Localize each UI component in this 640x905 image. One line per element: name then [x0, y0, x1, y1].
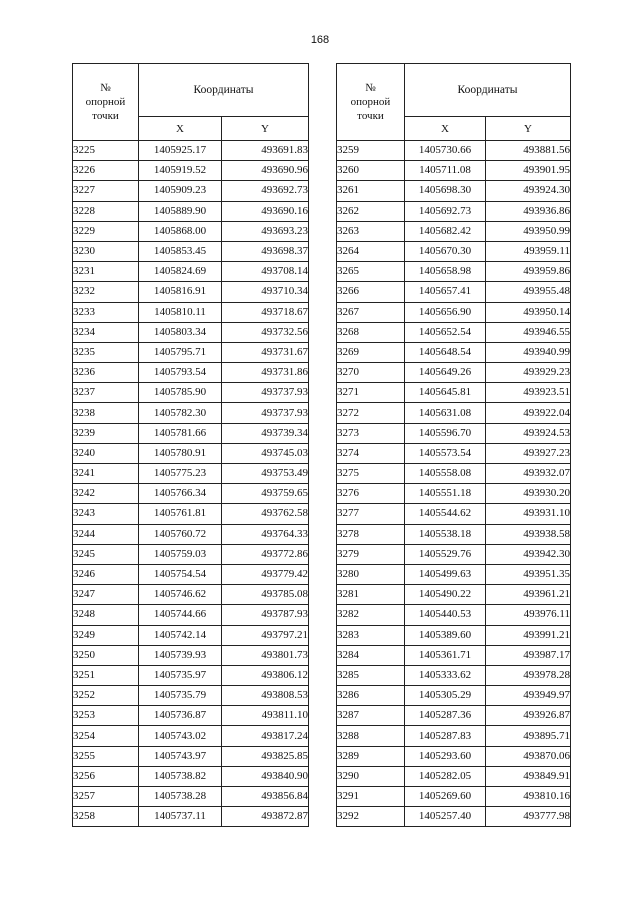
y-coordinate-cell: 493949.97 — [486, 686, 571, 706]
x-coordinate-cell: 1405361.71 — [405, 645, 486, 665]
point-number-cell: 3246 — [73, 564, 139, 584]
table-row — [337, 484, 571, 504]
table-body-left — [73, 141, 309, 827]
table-row — [73, 605, 309, 625]
point-number-cell: 3276 — [337, 484, 405, 504]
x-coordinate-cell: 1405735.79 — [139, 686, 222, 706]
x-coordinate-cell: 1405551.18 — [405, 484, 486, 504]
x-coordinate-cell: 1405596.70 — [405, 423, 486, 443]
table-row — [73, 787, 309, 807]
y-coordinate-cell: 493959.11 — [486, 241, 571, 261]
y-coordinate-cell: 493811.10 — [222, 706, 309, 726]
table-row — [337, 564, 571, 584]
point-number-cell: 3249 — [73, 625, 139, 645]
x-coordinate-cell: 1405282.05 — [405, 766, 486, 786]
x-coordinate-cell: 1405692.73 — [405, 201, 486, 221]
x-coordinate-cell: 1405645.81 — [405, 383, 486, 403]
x-coordinate-cell: 1405698.30 — [405, 181, 486, 201]
point-number-cell: 3230 — [73, 241, 139, 261]
x-coordinate-cell: 1405711.08 — [405, 161, 486, 181]
point-number-cell: 3239 — [73, 423, 139, 443]
y-coordinate-cell: 493759.65 — [222, 484, 309, 504]
x-coordinate-cell: 1405743.02 — [139, 726, 222, 746]
x-coordinate-cell: 1405824.69 — [139, 262, 222, 282]
table-row — [337, 787, 571, 807]
table-row — [73, 625, 309, 645]
table-row — [337, 766, 571, 786]
point-number-cell: 3277 — [337, 504, 405, 524]
table-row — [337, 726, 571, 746]
point-number-cell: 3228 — [73, 201, 139, 221]
x-coordinate-cell: 1405739.93 — [139, 645, 222, 665]
point-number-cell: 3240 — [73, 443, 139, 463]
table-row — [337, 322, 571, 342]
y-coordinate-cell: 493737.93 — [222, 383, 309, 403]
x-coordinate-cell: 1405775.23 — [139, 464, 222, 484]
y-coordinate-cell: 493938.58 — [486, 524, 571, 544]
x-coordinate-cell: 1405573.54 — [405, 443, 486, 463]
y-coordinate-cell: 493745.03 — [222, 443, 309, 463]
point-number-cell: 3292 — [337, 807, 405, 827]
header-point-number — [337, 64, 405, 141]
x-coordinate-cell: 1405652.54 — [405, 322, 486, 342]
y-coordinate-cell: 493710.34 — [222, 282, 309, 302]
point-number-cell: 3287 — [337, 706, 405, 726]
header-point-number-line: № опорной точки — [350, 82, 391, 122]
header-coordinates: Координаты — [405, 64, 571, 117]
x-coordinate-cell: 1405738.28 — [139, 787, 222, 807]
table-row — [73, 766, 309, 786]
x-coordinate-cell: 1405766.34 — [139, 484, 222, 504]
point-number-cell: 3291 — [337, 787, 405, 807]
point-number-cell: 3267 — [337, 302, 405, 322]
x-coordinate-cell: 1405853.45 — [139, 241, 222, 261]
x-coordinate-cell: 1405656.90 — [405, 302, 486, 322]
table-row — [73, 221, 309, 241]
table-row — [337, 201, 571, 221]
table-row — [337, 262, 571, 282]
x-coordinate-cell: 1405746.62 — [139, 585, 222, 605]
coordinates-table-left — [72, 63, 309, 827]
point-number-cell: 3254 — [73, 726, 139, 746]
x-coordinate-cell: 1405737.11 — [139, 807, 222, 827]
table-row — [73, 161, 309, 181]
y-coordinate-cell: 493762.58 — [222, 504, 309, 524]
coordinates-table-right — [336, 63, 571, 827]
point-number-cell: 3290 — [337, 766, 405, 786]
y-coordinate-cell: 493698.37 — [222, 241, 309, 261]
y-coordinate-cell: 493810.16 — [486, 787, 571, 807]
table-row — [73, 141, 309, 161]
y-coordinate-cell: 493923.51 — [486, 383, 571, 403]
table-row — [337, 342, 571, 362]
y-coordinate-cell: 493955.48 — [486, 282, 571, 302]
table-row — [337, 302, 571, 322]
table-row — [337, 423, 571, 443]
point-number-cell: 3264 — [337, 241, 405, 261]
x-coordinate-cell: 1405333.62 — [405, 665, 486, 685]
y-coordinate-cell: 493797.21 — [222, 625, 309, 645]
table-row — [337, 141, 571, 161]
point-number-cell: 3262 — [337, 201, 405, 221]
table-row — [73, 504, 309, 524]
point-number-cell: 3263 — [337, 221, 405, 241]
y-coordinate-cell: 493737.93 — [222, 403, 309, 423]
y-coordinate-cell: 493978.28 — [486, 665, 571, 685]
table-row — [73, 726, 309, 746]
header-point-number-line: № опорной точки — [85, 82, 126, 122]
x-coordinate-cell: 1405889.90 — [139, 201, 222, 221]
x-coordinate-cell: 1405735.97 — [139, 665, 222, 685]
x-coordinate-cell: 1405782.30 — [139, 403, 222, 423]
table-row — [73, 383, 309, 403]
table-row — [337, 282, 571, 302]
table-row — [337, 383, 571, 403]
y-coordinate-cell: 493872.87 — [222, 807, 309, 827]
x-coordinate-cell: 1405389.60 — [405, 625, 486, 645]
y-coordinate-cell: 493946.55 — [486, 322, 571, 342]
x-coordinate-cell: 1405657.41 — [405, 282, 486, 302]
x-coordinate-cell: 1405803.34 — [139, 322, 222, 342]
y-coordinate-cell: 493691.83 — [222, 141, 309, 161]
table-row — [73, 282, 309, 302]
table-row — [337, 665, 571, 685]
table-row — [73, 423, 309, 443]
y-coordinate-cell: 493922.04 — [486, 403, 571, 423]
table-row — [73, 524, 309, 544]
table-row — [337, 161, 571, 181]
page-number: 168 — [310, 34, 330, 46]
x-coordinate-cell: 1405529.76 — [405, 544, 486, 564]
point-number-cell: 3285 — [337, 665, 405, 685]
point-number-cell: 3280 — [337, 564, 405, 584]
y-coordinate-cell: 493926.87 — [486, 706, 571, 726]
table-row — [337, 464, 571, 484]
point-number-cell: 3266 — [337, 282, 405, 302]
y-coordinate-cell: 493849.91 — [486, 766, 571, 786]
x-coordinate-cell: 1405730.66 — [405, 141, 486, 161]
x-coordinate-cell: 1405305.29 — [405, 686, 486, 706]
y-coordinate-cell: 493931.10 — [486, 504, 571, 524]
x-coordinate-cell: 1405558.08 — [405, 464, 486, 484]
y-coordinate-cell: 493753.49 — [222, 464, 309, 484]
table-row — [73, 706, 309, 726]
table-row — [73, 443, 309, 463]
y-coordinate-cell: 493950.99 — [486, 221, 571, 241]
y-coordinate-cell: 493987.17 — [486, 645, 571, 665]
x-coordinate-cell: 1405670.30 — [405, 241, 486, 261]
table-row — [73, 262, 309, 282]
y-coordinate-cell: 493731.86 — [222, 363, 309, 383]
y-coordinate-cell: 493961.21 — [486, 585, 571, 605]
x-coordinate-cell: 1405909.23 — [139, 181, 222, 201]
table-row — [337, 645, 571, 665]
table-body-right — [337, 141, 571, 827]
point-number-cell: 3255 — [73, 746, 139, 766]
x-coordinate-cell: 1405287.83 — [405, 726, 486, 746]
point-number-cell: 3231 — [73, 262, 139, 282]
x-coordinate-cell: 1405785.90 — [139, 383, 222, 403]
y-coordinate-cell: 493718.67 — [222, 302, 309, 322]
x-coordinate-cell: 1405919.52 — [139, 161, 222, 181]
y-coordinate-cell: 493924.30 — [486, 181, 571, 201]
header-y: Y — [222, 117, 309, 141]
y-coordinate-cell: 493881.56 — [486, 141, 571, 161]
point-number-cell: 3253 — [73, 706, 139, 726]
y-coordinate-cell: 493932.07 — [486, 464, 571, 484]
y-coordinate-cell: 493779.42 — [222, 564, 309, 584]
y-coordinate-cell: 493739.34 — [222, 423, 309, 443]
x-coordinate-cell: 1405649.26 — [405, 363, 486, 383]
point-number-cell: 3275 — [337, 464, 405, 484]
table-row — [73, 322, 309, 342]
x-coordinate-cell: 1405793.54 — [139, 363, 222, 383]
point-number-cell: 3279 — [337, 544, 405, 564]
table-row — [337, 605, 571, 625]
x-coordinate-cell: 1405658.98 — [405, 262, 486, 282]
point-number-cell: 3284 — [337, 645, 405, 665]
x-coordinate-cell: 1405810.11 — [139, 302, 222, 322]
point-number-cell: 3271 — [337, 383, 405, 403]
point-number-cell: 3289 — [337, 746, 405, 766]
y-coordinate-cell: 493690.16 — [222, 201, 309, 221]
point-number-cell: 3234 — [73, 322, 139, 342]
y-coordinate-cell: 493787.93 — [222, 605, 309, 625]
table-row — [73, 686, 309, 706]
table-row — [73, 201, 309, 221]
table-row — [337, 181, 571, 201]
header-x: X — [405, 117, 486, 141]
y-coordinate-cell: 493930.20 — [486, 484, 571, 504]
point-number-cell: 3250 — [73, 645, 139, 665]
point-number-cell: 3248 — [73, 605, 139, 625]
y-coordinate-cell: 493801.73 — [222, 645, 309, 665]
table-row — [73, 645, 309, 665]
y-coordinate-cell: 493690.96 — [222, 161, 309, 181]
point-number-cell: 3265 — [337, 262, 405, 282]
point-number-cell: 3238 — [73, 403, 139, 423]
table-row — [73, 585, 309, 605]
point-number-cell: 3283 — [337, 625, 405, 645]
point-number-cell: 3252 — [73, 686, 139, 706]
table-row — [337, 585, 571, 605]
point-number-cell: 3235 — [73, 342, 139, 362]
point-number-cell: 3261 — [337, 181, 405, 201]
y-coordinate-cell: 493991.21 — [486, 625, 571, 645]
table-row — [337, 807, 571, 827]
x-coordinate-cell: 1405499.63 — [405, 564, 486, 584]
point-number-cell: 3225 — [73, 141, 139, 161]
y-coordinate-cell: 493950.14 — [486, 302, 571, 322]
point-number-cell: 3232 — [73, 282, 139, 302]
y-coordinate-cell: 493924.53 — [486, 423, 571, 443]
header-point-number — [73, 64, 139, 141]
x-coordinate-cell: 1405544.62 — [405, 504, 486, 524]
point-number-cell: 3237 — [73, 383, 139, 403]
x-coordinate-cell: 1405761.81 — [139, 504, 222, 524]
y-coordinate-cell: 493936.86 — [486, 201, 571, 221]
table-row — [73, 241, 309, 261]
table-row — [337, 443, 571, 463]
y-coordinate-cell: 493976.11 — [486, 605, 571, 625]
x-coordinate-cell: 1405744.66 — [139, 605, 222, 625]
point-number-cell: 3288 — [337, 726, 405, 746]
table-row — [337, 524, 571, 544]
y-coordinate-cell: 493901.95 — [486, 161, 571, 181]
table-row — [73, 807, 309, 827]
table-row — [337, 241, 571, 261]
x-coordinate-cell: 1405759.03 — [139, 544, 222, 564]
y-coordinate-cell: 493817.24 — [222, 726, 309, 746]
table-row — [337, 686, 571, 706]
table-row — [73, 302, 309, 322]
y-coordinate-cell: 493895.71 — [486, 726, 571, 746]
x-coordinate-cell: 1405490.22 — [405, 585, 486, 605]
y-coordinate-cell: 493840.90 — [222, 766, 309, 786]
point-number-cell: 3282 — [337, 605, 405, 625]
y-coordinate-cell: 493940.99 — [486, 342, 571, 362]
table-row — [73, 342, 309, 362]
point-number-cell: 3272 — [337, 403, 405, 423]
y-coordinate-cell: 493693.23 — [222, 221, 309, 241]
y-coordinate-cell: 493959.86 — [486, 262, 571, 282]
table-row — [73, 544, 309, 564]
point-number-cell: 3251 — [73, 665, 139, 685]
y-coordinate-cell: 493929.23 — [486, 363, 571, 383]
x-coordinate-cell: 1405738.82 — [139, 766, 222, 786]
x-coordinate-cell: 1405868.00 — [139, 221, 222, 241]
table-row — [337, 221, 571, 241]
y-coordinate-cell: 493870.06 — [486, 746, 571, 766]
header-coordinates: Координаты — [139, 64, 309, 117]
point-number-cell: 3259 — [337, 141, 405, 161]
x-coordinate-cell: 1405780.91 — [139, 443, 222, 463]
table-row — [337, 746, 571, 766]
point-number-cell: 3236 — [73, 363, 139, 383]
point-number-cell: 3286 — [337, 686, 405, 706]
y-coordinate-cell: 493856.84 — [222, 787, 309, 807]
point-number-cell: 3233 — [73, 302, 139, 322]
y-coordinate-cell: 493708.14 — [222, 262, 309, 282]
table-row — [337, 363, 571, 383]
table-row — [73, 464, 309, 484]
x-coordinate-cell: 1405795.71 — [139, 342, 222, 362]
y-coordinate-cell: 493808.53 — [222, 686, 309, 706]
x-coordinate-cell: 1405816.91 — [139, 282, 222, 302]
y-coordinate-cell: 493927.23 — [486, 443, 571, 463]
x-coordinate-cell: 1405754.54 — [139, 564, 222, 584]
x-coordinate-cell: 1405925.17 — [139, 141, 222, 161]
point-number-cell: 3256 — [73, 766, 139, 786]
point-number-cell: 3278 — [337, 524, 405, 544]
x-coordinate-cell: 1405648.54 — [405, 342, 486, 362]
x-coordinate-cell: 1405760.72 — [139, 524, 222, 544]
x-coordinate-cell: 1405257.40 — [405, 807, 486, 827]
point-number-cell: 3243 — [73, 504, 139, 524]
y-coordinate-cell: 493732.56 — [222, 322, 309, 342]
point-number-cell: 3229 — [73, 221, 139, 241]
x-coordinate-cell: 1405736.87 — [139, 706, 222, 726]
point-number-cell: 3245 — [73, 544, 139, 564]
point-number-cell: 3226 — [73, 161, 139, 181]
x-coordinate-cell: 1405631.08 — [405, 403, 486, 423]
y-coordinate-cell: 493777.98 — [486, 807, 571, 827]
point-number-cell: 3241 — [73, 464, 139, 484]
table-row — [73, 746, 309, 766]
table-row — [337, 625, 571, 645]
point-number-cell: 3244 — [73, 524, 139, 544]
x-coordinate-cell: 1405743.97 — [139, 746, 222, 766]
x-coordinate-cell: 1405287.36 — [405, 706, 486, 726]
point-number-cell: 3227 — [73, 181, 139, 201]
y-coordinate-cell: 493772.86 — [222, 544, 309, 564]
x-coordinate-cell: 1405781.66 — [139, 423, 222, 443]
point-number-cell: 3247 — [73, 585, 139, 605]
point-number-cell: 3273 — [337, 423, 405, 443]
header-y: Y — [486, 117, 571, 141]
x-coordinate-cell: 1405742.14 — [139, 625, 222, 645]
table-row — [73, 564, 309, 584]
y-coordinate-cell: 493825.85 — [222, 746, 309, 766]
y-coordinate-cell: 493764.33 — [222, 524, 309, 544]
point-number-cell: 3258 — [73, 807, 139, 827]
table-row — [73, 665, 309, 685]
table-row — [73, 181, 309, 201]
y-coordinate-cell: 493942.30 — [486, 544, 571, 564]
point-number-cell: 3269 — [337, 342, 405, 362]
point-number-cell: 3270 — [337, 363, 405, 383]
y-coordinate-cell: 493785.08 — [222, 585, 309, 605]
header-x: X — [139, 117, 222, 141]
x-coordinate-cell: 1405293.60 — [405, 746, 486, 766]
table-row — [337, 504, 571, 524]
point-number-cell: 3242 — [73, 484, 139, 504]
table-row — [337, 706, 571, 726]
y-coordinate-cell: 493692.73 — [222, 181, 309, 201]
point-number-cell: 3274 — [337, 443, 405, 463]
x-coordinate-cell: 1405269.60 — [405, 787, 486, 807]
y-coordinate-cell: 493806.12 — [222, 665, 309, 685]
point-number-cell: 3260 — [337, 161, 405, 181]
point-number-cell: 3281 — [337, 585, 405, 605]
table-row — [73, 484, 309, 504]
x-coordinate-cell: 1405682.42 — [405, 221, 486, 241]
table-row — [337, 403, 571, 423]
y-coordinate-cell: 493951.35 — [486, 564, 571, 584]
table-row — [73, 403, 309, 423]
table-row — [337, 544, 571, 564]
y-coordinate-cell: 493731.67 — [222, 342, 309, 362]
x-coordinate-cell: 1405440.53 — [405, 605, 486, 625]
x-coordinate-cell: 1405538.18 — [405, 524, 486, 544]
point-number-cell: 3268 — [337, 322, 405, 342]
table-row — [73, 363, 309, 383]
point-number-cell: 3257 — [73, 787, 139, 807]
